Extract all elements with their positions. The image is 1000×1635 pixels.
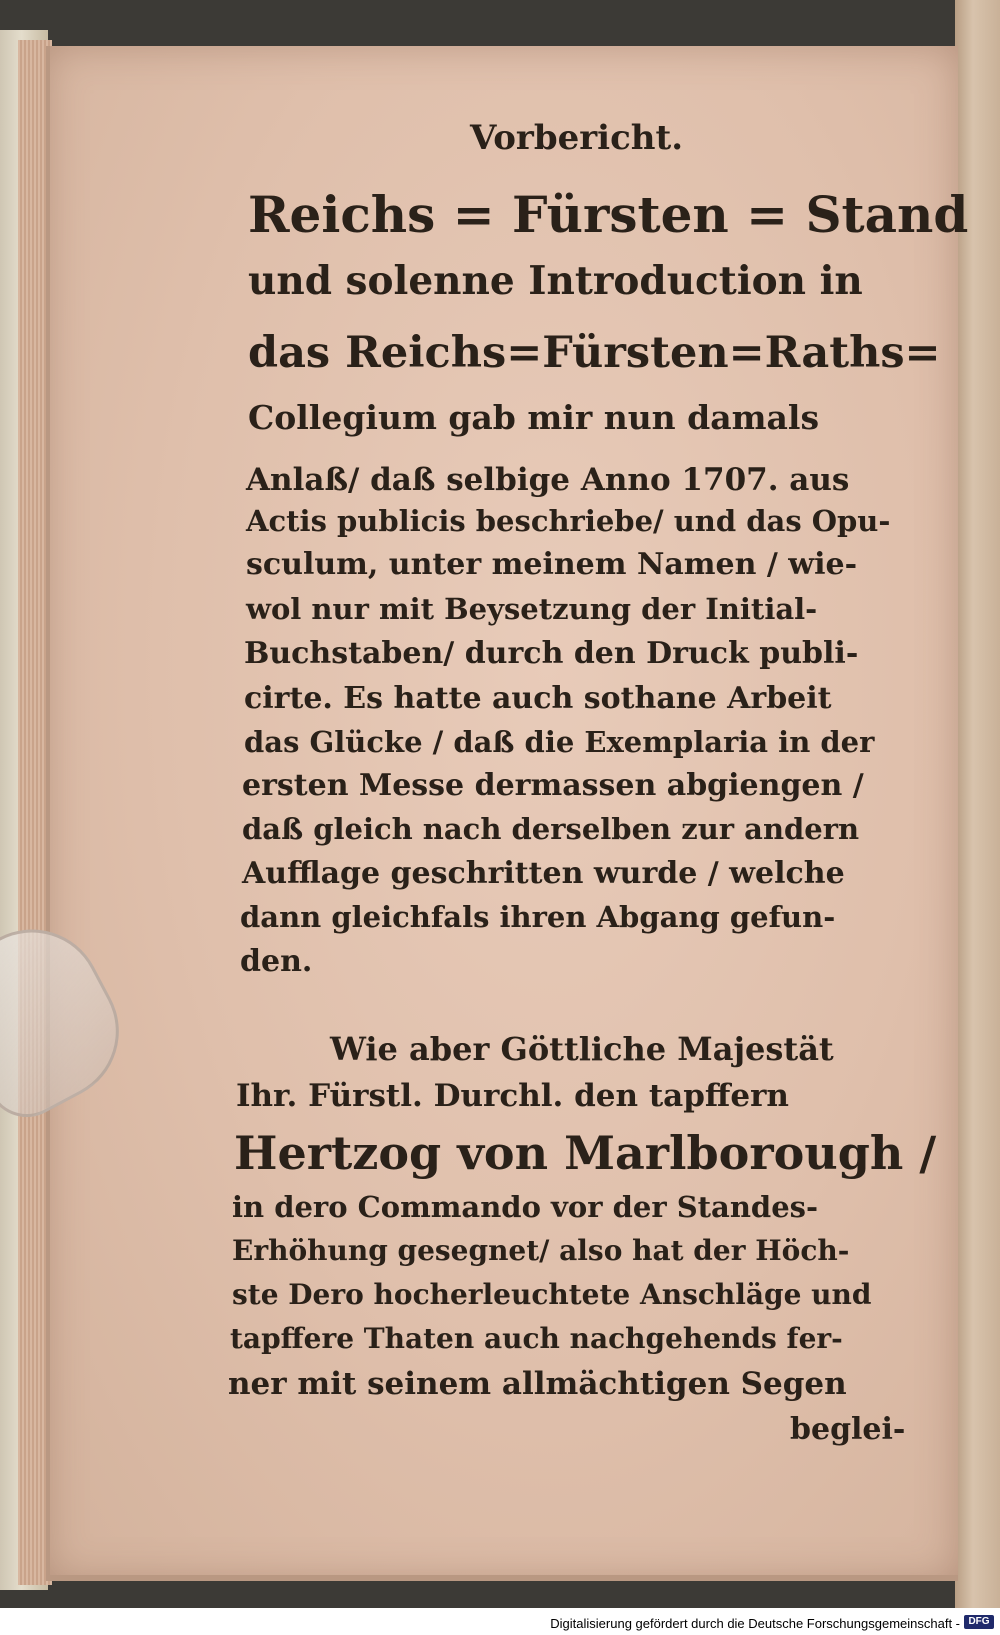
text-line: beglei- (790, 1412, 906, 1447)
text-line: dann gleichfals ihren Abgang gefun- (240, 900, 836, 934)
text-line: das Reichs=Fürsten=Raths= (248, 328, 941, 378)
text-line: ste Dero hocherleuchtete Anschläge und (232, 1278, 872, 1311)
text-line: Hertzog von Marlborough / (234, 1126, 937, 1180)
dfg-logo: DFG (964, 1615, 994, 1629)
text-line: Buchstaben/ durch den Druck publi- (244, 636, 859, 671)
text-line: daß gleich nach derselben zur andern (242, 812, 860, 846)
text-line: Erhöhung gesegnet/ also hat der Höch- (232, 1234, 850, 1267)
text-line: Actis publicis beschriebe/ und das Opu- (246, 504, 891, 538)
text-line: Anlaß/ daß selbige Anno 1707. aus (246, 462, 850, 498)
text-line: ersten Messe dermassen abgiengen / (242, 768, 864, 803)
text-line: das Glücke / daß die Exemplaria in der (244, 725, 875, 759)
text-line: sculum, unter meinem Namen / wie- (246, 547, 858, 582)
text-line: Aufflage geschritten wurde / welche (242, 856, 845, 891)
text-line: Ihr. Fürstl. Durchl. den tapffern (236, 1078, 789, 1114)
text-line: wol nur mit Beysetzung der Initial- (246, 592, 818, 626)
text-line: den. (240, 944, 313, 979)
text-line: Collegium gab mir nun damals (248, 398, 820, 437)
text-line: Reichs = Fürsten = Stand (248, 185, 969, 244)
text-line: und solenne Introduction in (248, 258, 863, 304)
digitization-credit: Digitalisierung gefördert durch die Deutsche Forschungsgemeinschaft - (550, 1616, 960, 1631)
text-line: tapffere Thaten auch nachgehends fer- (230, 1322, 843, 1355)
text-line: ner mit seinem allmächtigen Segen (228, 1366, 847, 1402)
text-line: cirte. Es hatte auch sothane Arbeit (244, 681, 832, 716)
text-line: in dero Commando vor der Standes- (232, 1190, 819, 1224)
text-line: Wie aber Göttliche Majestät (330, 1030, 834, 1068)
page-heading: Vorbericht. (470, 118, 684, 158)
